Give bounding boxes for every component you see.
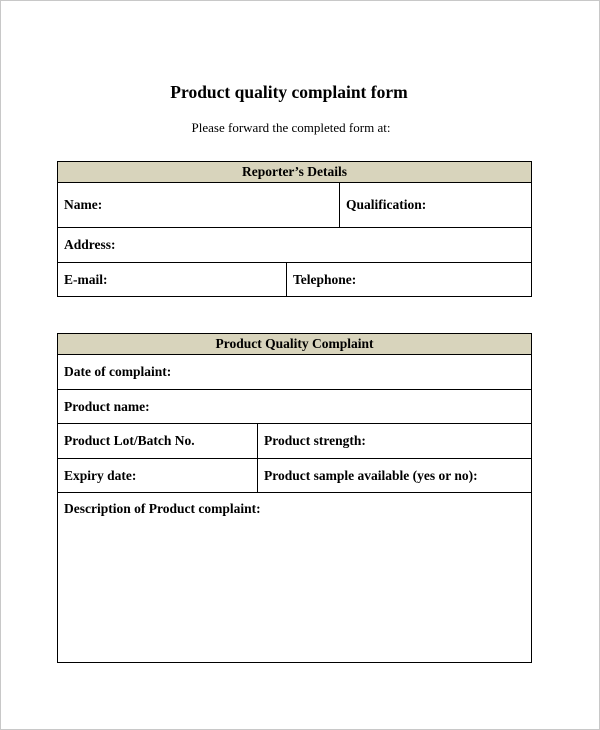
address-field[interactable] (58, 228, 532, 263)
name-label: Name: (64, 197, 103, 212)
expiry-date-field[interactable] (58, 459, 258, 493)
lot-batch-label: Product Lot/Batch No. (64, 433, 195, 448)
form-title: Product quality complaint form (170, 82, 408, 102)
lot-batch-field[interactable] (58, 424, 258, 459)
product-complaint-table (57, 333, 532, 663)
date-of-complaint-label: Date of complaint: (64, 364, 172, 379)
reporter-details-header: Reporter’s Details (58, 162, 532, 183)
form-subtitle: Please forward the completed form at: (191, 120, 391, 135)
sample-available-label: Product sample available (yes or no): (264, 467, 478, 483)
email-field[interactable] (58, 263, 287, 297)
qualification-field[interactable] (340, 183, 532, 228)
complaint-description-label: Description of Product complaint: (64, 501, 261, 516)
product-strength-field[interactable] (258, 424, 532, 459)
product-complaint-header: Product Quality Complaint (58, 334, 532, 355)
telephone-label: Telephone: (293, 271, 357, 287)
reporter-details-table (57, 161, 532, 297)
name-field[interactable] (58, 183, 340, 228)
product-strength-label: Product strength: (264, 433, 366, 448)
address-label: Address: (64, 237, 116, 252)
complaint-description-field[interactable] (58, 493, 532, 663)
expiry-date-label: Expiry date: (64, 467, 137, 483)
email-label: E-mail: (64, 271, 108, 287)
telephone-field[interactable] (287, 263, 532, 297)
qualification-label: Qualification: (346, 197, 427, 212)
date-of-complaint-field[interactable] (58, 355, 532, 390)
product-name-label: Product name: (64, 398, 150, 414)
sample-available-field[interactable] (258, 459, 532, 493)
product-name-field[interactable] (58, 390, 532, 424)
